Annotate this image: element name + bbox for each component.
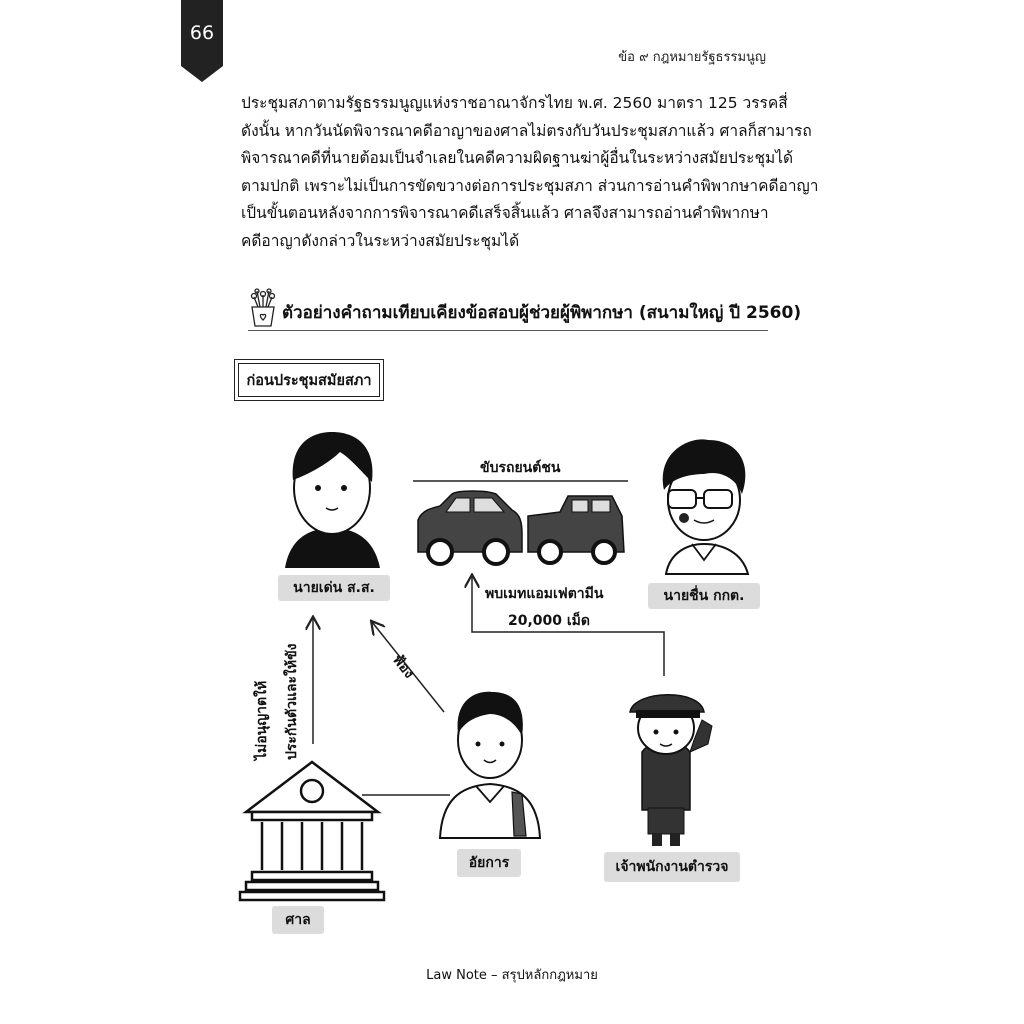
body-line: ประชุมสภาตามรัฐธรรมนูญแห่งราชอาณาจักรไทย พ.ศ. 2560 มาตรา 125 วรรคสี่ [241,94,788,112]
drive-crash-label: ขับรถยนต์ชน [480,460,561,476]
court-building-icon [240,762,384,900]
drug-quantity-label: 20,000 เม็ด [508,613,591,629]
court-name-tag: ศาล [272,906,324,934]
detention-label: ประกันตัวและให้ขัง [284,643,300,760]
police-name-tag: เจ้าพนักงานตำรวจ [604,852,740,882]
page-footer: Law Note – สรุปหลักกฎหมาย [426,968,598,983]
police-figure [630,695,712,846]
drug-found-label: พบเมทแอมเฟตามีน [485,586,604,602]
body-line: พิจารณาคดีที่นายต้อมเป็นจำเลยในคดีความผิดฐานฆ่าผู้อื่นในระหว่างสมัยประชุมได้ [241,149,794,167]
page-number: 66 [189,22,215,44]
body-line: ดังนั้น หากวันนัดพิจารณาคดีอาญาของศาลไม่ตรงกับวันประชุมสภาแล้ว ศาลก็สามารถ [241,121,812,140]
prosecutor-name-tag: อัยการ [457,849,521,877]
victim-name-tag: นายชื่น กกต. [648,583,760,609]
bail-denied-label: ไม่อนุญาตให้ [254,680,270,760]
body-line: เป็นขั้นตอนหลังจากการพิจารณาคดีเสร็จสิ้นแล้ว ศาลจึงสามารถอ่านคำพิพากษา [241,204,769,222]
phase-label: ก่อนประชุมสมัยสภา [238,363,380,397]
mp-name-tag: นายเด่น ส.ส. [278,575,390,601]
body-line: ตามปกติ เพราะไม่เป็นการขัดขวางต่อการประชุมสภา ส่วนการอ่านคำพิพากษาคดีอาญา [241,176,819,195]
car-icon [528,496,624,563]
sue-label: ฟ้อง [389,651,418,682]
section-title: ตัวอย่างคำถามเทียบเคียงข้อสอบผู้ช่วยผู้พิพากษา (สนามใหญ่ ปี 2560) [282,303,802,323]
victim-figure [663,439,748,574]
running-head: ข้อ ๙ กฎหมายรัฐธรรมนูญ [618,50,766,65]
prosecutor-figure [440,692,540,838]
car-icon [418,491,522,564]
body-line: คดีอาญาดังกล่าวในระหว่างสมัยประชุมได้ [241,231,520,250]
mp-figure [285,432,380,568]
